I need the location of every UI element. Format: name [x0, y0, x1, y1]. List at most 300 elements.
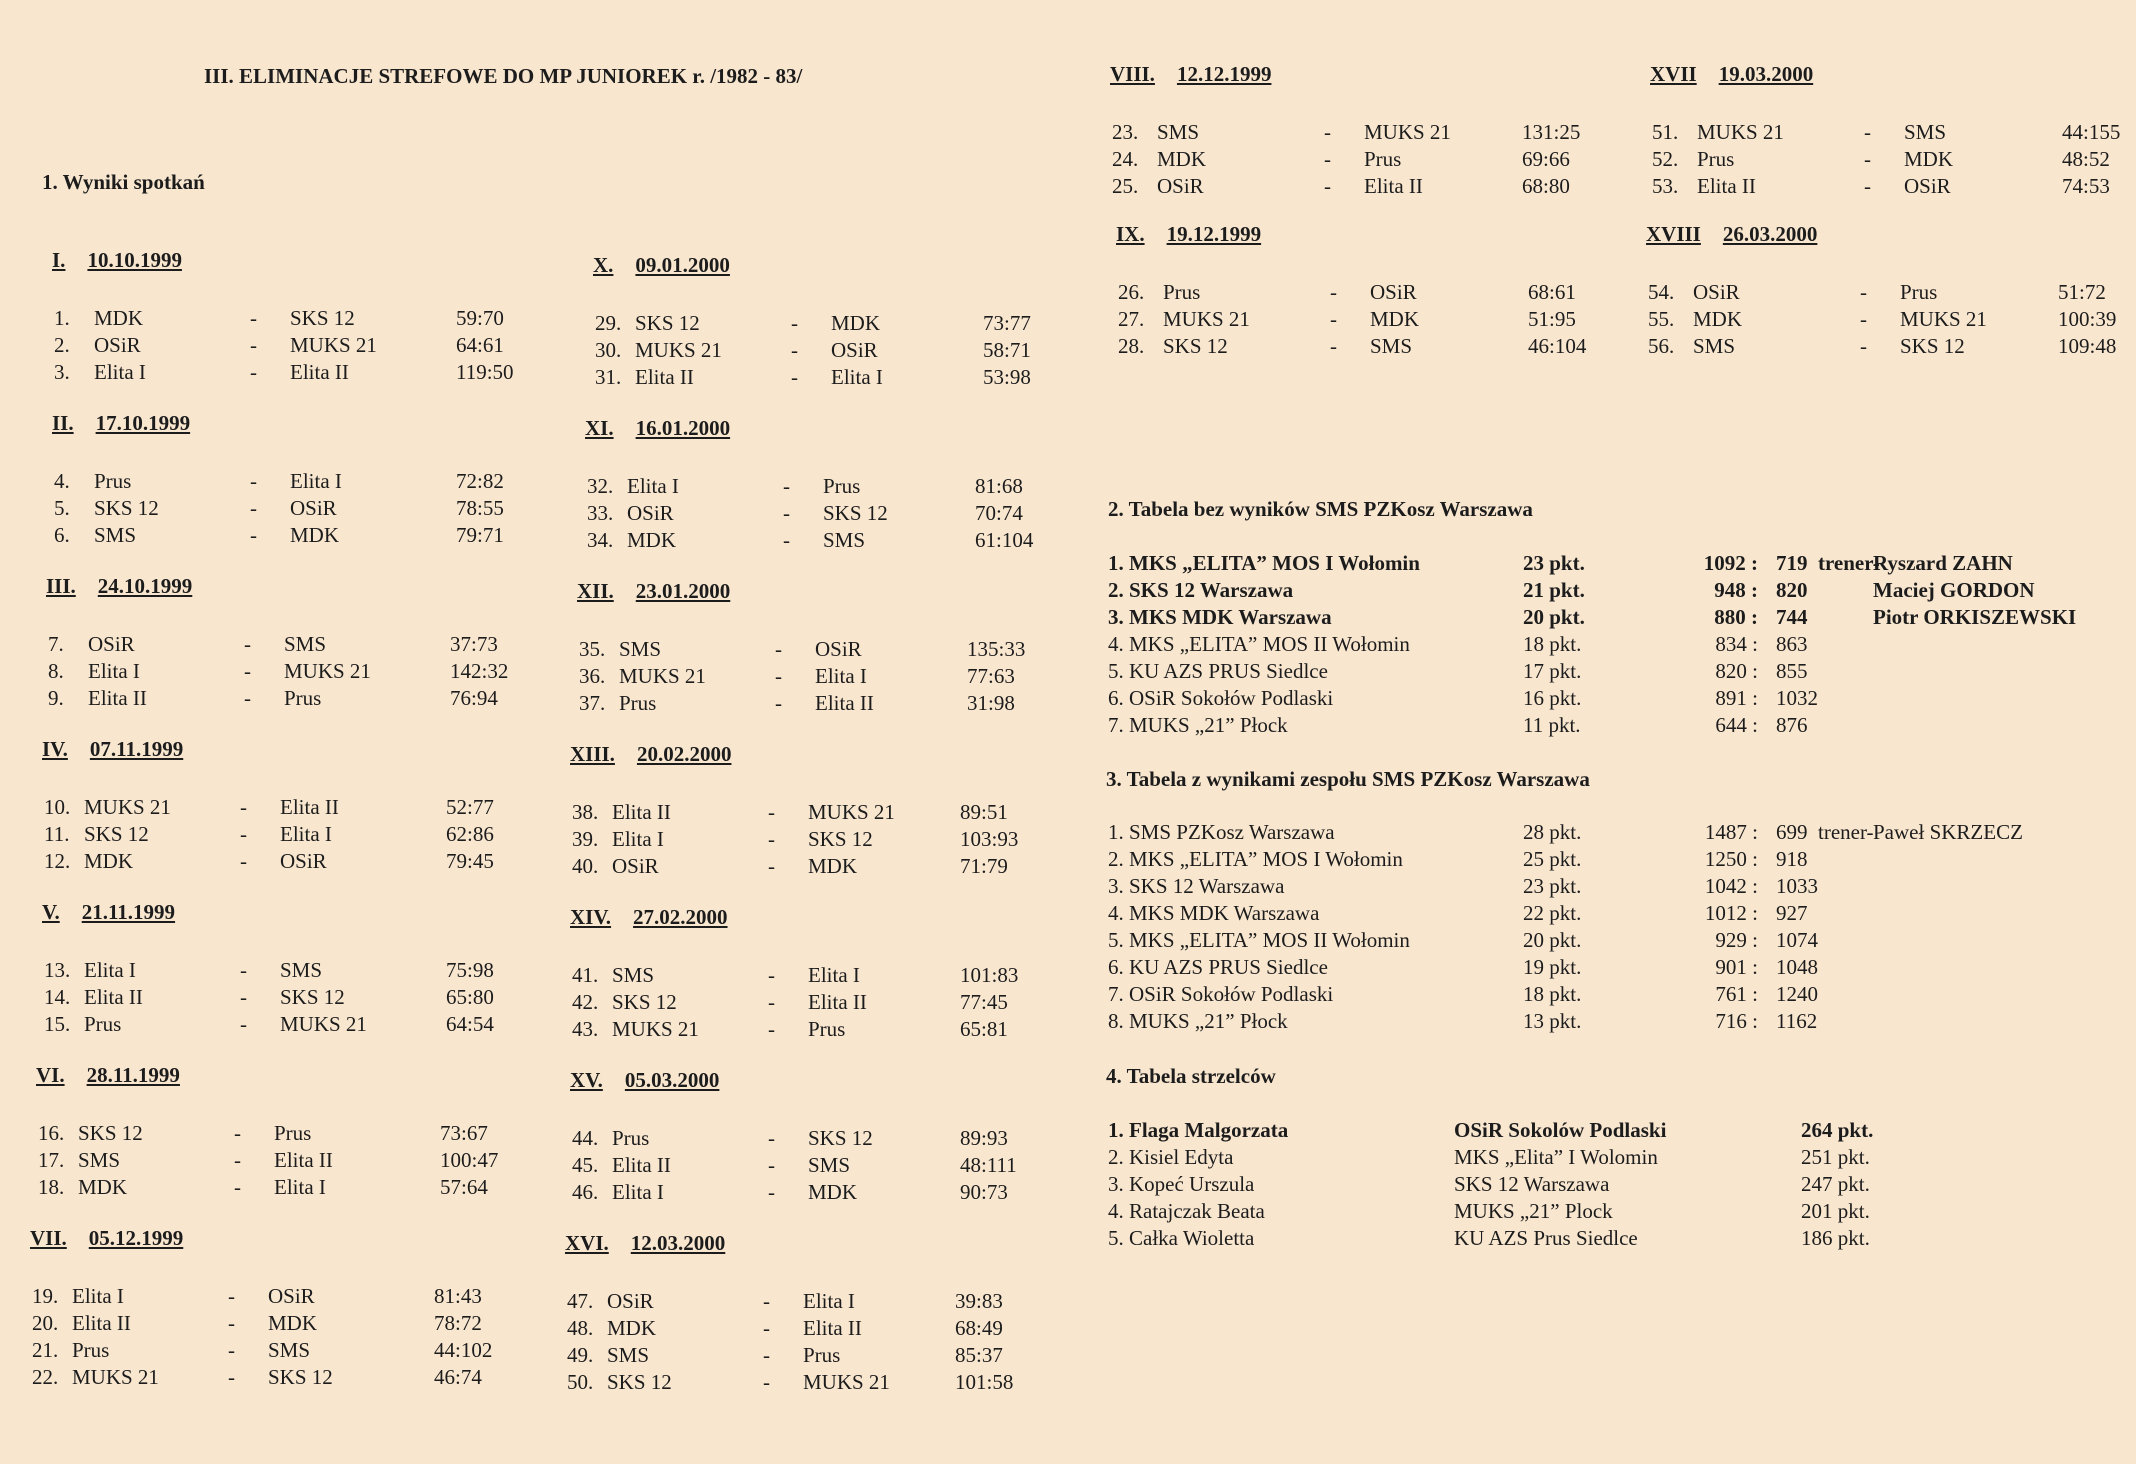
game-dash: - [240, 795, 247, 819]
game-row [28, 1120, 528, 1147]
game-home: SMS [1157, 120, 1200, 144]
game-score: 65:80 [446, 985, 494, 1009]
game-score: 79:71 [456, 523, 504, 547]
game-row [44, 468, 544, 495]
game-home: Elita II [88, 686, 147, 710]
game-row [585, 364, 1085, 391]
game-score: 68:80 [1522, 174, 1570, 198]
game-dash: - [775, 664, 782, 688]
cell-sf: 929 : [1715, 928, 1758, 952]
game-away: MDK [1904, 147, 1954, 171]
game-away: Elita II [808, 990, 867, 1014]
round-number: XVI. [565, 1231, 609, 1255]
game-home: SKS 12 [1163, 334, 1228, 358]
game-row [38, 658, 538, 685]
round-date: 28.11.1999 [86, 1063, 180, 1087]
cell-sa: 1162 [1776, 1009, 1818, 1033]
game-dash: - [763, 1370, 770, 1394]
round-number: II. [52, 411, 74, 435]
cell-team: 2. MKS „ELITA” MOS I Wołomin [1108, 847, 1403, 871]
standings-row [1108, 954, 2118, 981]
game-dash: - [1864, 147, 1871, 171]
game-dash: - [1330, 307, 1337, 331]
game-score: 48:52 [2062, 147, 2110, 171]
game-num: 45. [572, 1153, 599, 1177]
game-row [44, 305, 544, 332]
game-home: MUKS 21 [635, 338, 722, 362]
cell-team: 1. SMS PZKosz Warszawa [1108, 820, 1335, 844]
game-dash: - [1324, 174, 1331, 198]
game-away: Elita I [290, 469, 342, 493]
game-home: MDK [1693, 307, 1743, 331]
game-num: 28. [1118, 334, 1145, 358]
game-home: OSiR [94, 333, 141, 357]
game-num: 2. [54, 333, 70, 357]
game-score: 76:94 [450, 686, 498, 710]
round-heading [585, 416, 730, 441]
game-away: MUKS 21 [803, 1370, 890, 1394]
round-number: XV. [570, 1068, 603, 1092]
game-dash: - [775, 637, 782, 661]
game-num: 31. [595, 365, 622, 389]
game-dash: - [234, 1148, 241, 1172]
game-num: 9. [48, 686, 64, 710]
round-date: 10.10.1999 [87, 248, 182, 272]
game-dash: - [768, 1126, 775, 1150]
game-score: 31:98 [967, 691, 1015, 715]
game-away: MDK [808, 1180, 858, 1204]
cell-pts: 247 pkt. [1801, 1172, 1870, 1196]
round-heading [52, 248, 182, 273]
game-away: Prus [823, 474, 861, 498]
game-home: SKS 12 [635, 311, 700, 335]
cell-sa: 855 [1776, 659, 1808, 683]
game-away: OSiR [831, 338, 878, 362]
game-row [1108, 333, 1608, 360]
cell-team: 3. SKS 12 Warszawa [1108, 874, 1285, 898]
game-away: OSiR [280, 849, 327, 873]
game-home: Elita I [612, 827, 664, 851]
game-away: Elita I [274, 1175, 326, 1199]
game-dash: - [763, 1343, 770, 1367]
game-home: OSiR [627, 501, 674, 525]
game-away: Elita II [1364, 174, 1423, 198]
game-score: 61:104 [975, 528, 1034, 552]
game-row [577, 527, 1077, 554]
standings-row [1108, 712, 2118, 739]
game-score: 135:33 [967, 637, 1026, 661]
game-home: MUKS 21 [72, 1365, 159, 1389]
round-date: 19.03.2000 [1718, 62, 1814, 86]
game-num: 55. [1648, 307, 1675, 331]
game-score: 46:74 [434, 1365, 482, 1389]
game-home: SKS 12 [612, 990, 677, 1014]
game-score: 39:83 [955, 1289, 1003, 1313]
game-row [585, 337, 1085, 364]
game-row [44, 522, 544, 549]
cell-sa: 744 [1776, 605, 1808, 629]
game-dash: - [768, 1017, 775, 1041]
game-row [44, 495, 544, 522]
round-number: VI. [36, 1063, 65, 1087]
cell-sa: 1032 [1776, 686, 1818, 710]
cell-sf: 1042 : [1704, 874, 1758, 898]
game-row [1642, 146, 2136, 173]
game-score: 119:50 [456, 360, 514, 384]
game-score: 70:74 [975, 501, 1023, 525]
game-away: SMS [808, 1153, 851, 1177]
cell-pts: 21 pkt. [1523, 578, 1585, 602]
game-row [557, 1288, 1057, 1315]
game-score: 79:45 [446, 849, 494, 873]
game-num: 33. [587, 501, 614, 525]
cell-sf: 716 : [1715, 1009, 1758, 1033]
round-heading [36, 1063, 180, 1088]
game-dash: - [228, 1311, 235, 1335]
game-score: 44:155 [2062, 120, 2121, 144]
round-number: I. [52, 248, 66, 272]
cell-coach: Piotr ORKISZEWSKI [1873, 605, 2077, 629]
cell-sf: 1092 : [1703, 551, 1758, 575]
game-row [569, 690, 1069, 717]
game-score: 75:98 [446, 958, 494, 982]
cell-sf: 891 : [1715, 686, 1758, 710]
game-away: MDK [268, 1311, 318, 1335]
game-score: 109:48 [2058, 334, 2117, 358]
game-row [1108, 279, 1608, 306]
game-num: 7. [48, 632, 64, 656]
game-score: 101:58 [955, 1370, 1014, 1394]
round-date: 24.10.1999 [97, 574, 193, 598]
game-dash: - [763, 1316, 770, 1340]
game-num: 21. [32, 1338, 59, 1362]
game-dash: - [240, 985, 247, 1009]
game-score: 48:111 [960, 1153, 1017, 1177]
section-heading: 3. Tabela z wynikami zespołu SMS PZKosz Warszawa [1106, 767, 1590, 791]
game-num: 49. [567, 1343, 594, 1367]
game-score: 51:72 [2058, 280, 2106, 304]
game-dash: - [228, 1284, 235, 1308]
game-score: 51:95 [1528, 307, 1576, 331]
game-row [562, 1179, 1062, 1206]
game-score: 65:81 [960, 1017, 1008, 1041]
cell-sf: 820 : [1715, 659, 1758, 683]
cell-team: 8. MUKS „21” Płock [1108, 1009, 1288, 1033]
game-home: SMS [94, 523, 137, 547]
game-row [34, 848, 534, 875]
game-score: 44:102 [434, 1338, 493, 1362]
cell-sa: 927 [1776, 901, 1808, 925]
game-row [562, 1152, 1062, 1179]
cell-team: 6. KU AZS PRUS Siedlce [1108, 955, 1328, 979]
game-dash: - [250, 333, 257, 357]
round-number: III. [46, 574, 76, 598]
cell-name: 3. Kopeć Urszula [1108, 1172, 1255, 1196]
game-num: 16. [38, 1121, 65, 1145]
round-heading [42, 737, 183, 762]
game-home: OSiR [612, 854, 659, 878]
cell-pts: 11 pkt. [1523, 713, 1581, 737]
cell-sf: 761 : [1715, 982, 1758, 1006]
cell-team: 3. MKS MDK Warszawa [1108, 605, 1332, 629]
game-home: SMS [1693, 334, 1736, 358]
game-away: SMS [268, 1338, 311, 1362]
cell-pts: 201 pkt. [1801, 1199, 1870, 1223]
standings-row [1108, 1117, 2118, 1144]
game-home: Elita I [72, 1284, 124, 1308]
round-heading [570, 1068, 719, 1093]
game-away: Elita I [831, 365, 883, 389]
game-num: 26. [1118, 280, 1145, 304]
game-dash: - [1860, 334, 1867, 358]
game-num: 35. [579, 637, 606, 661]
standings-row [1108, 1144, 2118, 1171]
game-row [1102, 173, 1602, 200]
game-score: 73:77 [983, 311, 1031, 335]
round-number: XIII. [570, 742, 615, 766]
cell-team: 2. SKS 12 Warszawa [1108, 578, 1294, 602]
game-home: Elita I [612, 1180, 664, 1204]
game-num: 39. [572, 827, 599, 851]
game-score: 37:73 [450, 632, 498, 656]
game-home: MUKS 21 [1163, 307, 1250, 331]
game-away: SMS [280, 958, 323, 982]
game-score: 59:70 [456, 306, 504, 330]
cell-pts: 264 pkt. [1801, 1118, 1874, 1142]
cell-name: 2. Kisiel Edyta [1108, 1145, 1234, 1169]
game-row [562, 1016, 1062, 1043]
game-dash: - [1330, 334, 1337, 358]
game-num: 54. [1648, 280, 1675, 304]
cell-team: 6. OSiR Sokołów Podlaski [1108, 686, 1334, 710]
game-home: Elita I [84, 958, 136, 982]
game-num: 20. [32, 1311, 59, 1335]
game-home: OSiR [1693, 280, 1740, 304]
game-home: SMS [619, 637, 662, 661]
round-date: 07.11.1999 [89, 737, 184, 761]
game-row [22, 1364, 522, 1391]
game-dash: - [768, 854, 775, 878]
game-score: 100:39 [2058, 307, 2117, 331]
cell-team: 1. MKS „ELITA” MOS I Wołomin [1108, 551, 1420, 575]
cell-name: 5. Całka Wioletta [1108, 1226, 1255, 1250]
game-dash: - [763, 1289, 770, 1313]
round-heading [565, 1231, 725, 1256]
game-dash: - [1860, 307, 1867, 331]
game-row [22, 1310, 522, 1337]
game-home: Prus [84, 1012, 122, 1036]
game-dash: - [775, 691, 782, 715]
game-score: 69:66 [1522, 147, 1570, 171]
round-number: XII. [577, 579, 614, 603]
cell-club: KU AZS Prus Siedlce [1454, 1226, 1638, 1250]
game-num: 13. [44, 958, 71, 982]
game-home: Elita II [72, 1311, 131, 1335]
standings-row [1108, 577, 2118, 604]
round-number: X. [593, 253, 614, 277]
round-date: 05.12.1999 [88, 1226, 184, 1250]
cell-sa: 1240 [1776, 982, 1818, 1006]
game-score: 103:93 [960, 827, 1019, 851]
game-home: Elita II [1697, 174, 1756, 198]
standings-row [1108, 1225, 2118, 1252]
cell-sa: 719 [1776, 551, 1808, 575]
game-num: 4. [54, 469, 70, 493]
game-num: 32. [587, 474, 614, 498]
game-home: SMS [612, 963, 655, 987]
game-away: OSiR [1370, 280, 1417, 304]
game-away: SKS 12 [808, 1126, 873, 1150]
cell-pts: 28 pkt. [1523, 820, 1582, 844]
cell-team: 7. MUKS „21” Płock [1108, 713, 1288, 737]
cell-pts: 18 pkt. [1523, 632, 1582, 656]
game-score: 62:86 [446, 822, 494, 846]
game-score: 89:93 [960, 1126, 1008, 1150]
game-dash: - [228, 1365, 235, 1389]
cell-sf: 948 : [1714, 578, 1758, 602]
game-home: Elita II [84, 985, 143, 1009]
section-heading: 2. Tabela bez wyników SMS PZKosz Warszawa [1108, 497, 1533, 521]
game-num: 5. [54, 496, 70, 520]
game-dash: - [240, 849, 247, 873]
round-heading [46, 574, 192, 599]
game-row [1642, 173, 2136, 200]
game-home: SMS [607, 1343, 650, 1367]
game-home: Elita II [612, 800, 671, 824]
game-away: Prus [1900, 280, 1938, 304]
game-dash: - [768, 990, 775, 1014]
round-heading [52, 411, 190, 436]
cell-club: MKS „Elita” I Wolomin [1454, 1145, 1658, 1169]
game-dash: - [244, 632, 251, 656]
game-away: SMS [1370, 334, 1413, 358]
game-num: 52. [1652, 147, 1679, 171]
game-num: 3. [54, 360, 70, 384]
game-away: MUKS 21 [1364, 120, 1451, 144]
game-row [1108, 306, 1608, 333]
standings-row [1108, 550, 2118, 577]
standings-row [1108, 981, 2118, 1008]
cell-club: MUKS „21” Plock [1454, 1199, 1613, 1223]
game-score: 100:47 [440, 1148, 499, 1172]
cell-tr: trener- [1818, 551, 1880, 575]
game-num: 11. [44, 822, 70, 846]
game-home: Prus [612, 1126, 650, 1150]
cell-pts: 186 pkt. [1801, 1226, 1870, 1250]
standings-row [1108, 604, 2118, 631]
game-dash: - [768, 1153, 775, 1177]
game-row [557, 1369, 1057, 1396]
cell-sf: 1250 : [1704, 847, 1758, 871]
cell-sf: 644 : [1715, 713, 1758, 737]
game-away: MUKS 21 [290, 333, 377, 357]
cell-pts: 16 pkt. [1523, 686, 1582, 710]
section-results-heading: 1. Wyniki spotkań [42, 170, 205, 194]
game-num: 40. [572, 854, 599, 878]
game-away: MUKS 21 [808, 800, 895, 824]
round-heading [42, 900, 175, 925]
game-score: 81:68 [975, 474, 1023, 498]
game-score: 58:71 [983, 338, 1031, 362]
game-score: 142:32 [450, 659, 509, 683]
page-title: III. ELIMINACJE STREFOWE DO MP JUNIOREK r. /1982 - 83/ [204, 64, 803, 88]
game-row [34, 794, 534, 821]
game-dash: - [1864, 120, 1871, 144]
round-number: XI. [585, 416, 614, 440]
game-away: SMS [823, 528, 866, 552]
game-num: 38. [572, 800, 599, 824]
game-home: MDK [607, 1316, 657, 1340]
game-num: 6. [54, 523, 70, 547]
game-away: MDK [808, 854, 858, 878]
game-score: 101:83 [960, 963, 1019, 987]
game-num: 51. [1652, 120, 1679, 144]
round-date: 19.12.1999 [1166, 222, 1262, 246]
game-row [44, 332, 544, 359]
round-date: 12.03.2000 [630, 1231, 726, 1255]
round-number: IX. [1116, 222, 1145, 246]
game-num: 18. [38, 1175, 65, 1199]
cell-sf: 834 : [1715, 632, 1758, 656]
game-row [38, 631, 538, 658]
game-dash: - [791, 311, 798, 335]
cell-sf: 880 : [1714, 605, 1758, 629]
game-num: 44. [572, 1126, 599, 1150]
game-dash: - [1324, 147, 1331, 171]
game-dash: - [234, 1121, 241, 1145]
game-num: 15. [44, 1012, 71, 1036]
game-away: Prus [808, 1017, 846, 1041]
round-number: VII. [30, 1226, 67, 1250]
round-date: 21.11.1999 [81, 900, 176, 924]
game-score: 89:51 [960, 800, 1008, 824]
game-away: Elita I [815, 664, 867, 688]
game-away: Prus [803, 1343, 841, 1367]
game-row [562, 826, 1062, 853]
standings-row [1108, 819, 2118, 846]
game-home: SKS 12 [94, 496, 159, 520]
game-score: 72:82 [456, 469, 504, 493]
standings-row [1108, 631, 2118, 658]
round-heading [570, 742, 731, 767]
game-num: 19. [32, 1284, 59, 1308]
game-row [28, 1174, 528, 1201]
game-num: 37. [579, 691, 606, 715]
game-score: 78:55 [456, 496, 504, 520]
game-away: SKS 12 [1900, 334, 1965, 358]
standings-row [1108, 846, 2118, 873]
game-away: MUKS 21 [1900, 307, 1987, 331]
game-score: 64:61 [456, 333, 504, 357]
game-dash: - [783, 528, 790, 552]
section-heading: 4. Tabela strzelców [1106, 1064, 1276, 1088]
game-home: OSiR [88, 632, 135, 656]
game-row [22, 1283, 522, 1310]
round-number: XVII [1650, 62, 1697, 86]
game-score: 85:37 [955, 1343, 1003, 1367]
round-date: 17.10.1999 [95, 411, 191, 435]
cell-club: OSiR Sokolów Podlaski [1454, 1118, 1667, 1142]
game-home: Prus [72, 1338, 110, 1362]
game-dash: - [244, 686, 251, 710]
game-away: Elita II [280, 795, 339, 819]
cell-coach: Ryszard ZAHN [1873, 551, 2013, 575]
game-away: MDK [831, 311, 881, 335]
game-row [562, 962, 1062, 989]
game-home: SKS 12 [607, 1370, 672, 1394]
cell-team: 4. MKS „ELITA” MOS II Wołomin [1108, 632, 1410, 656]
game-home: Elita II [612, 1153, 671, 1177]
